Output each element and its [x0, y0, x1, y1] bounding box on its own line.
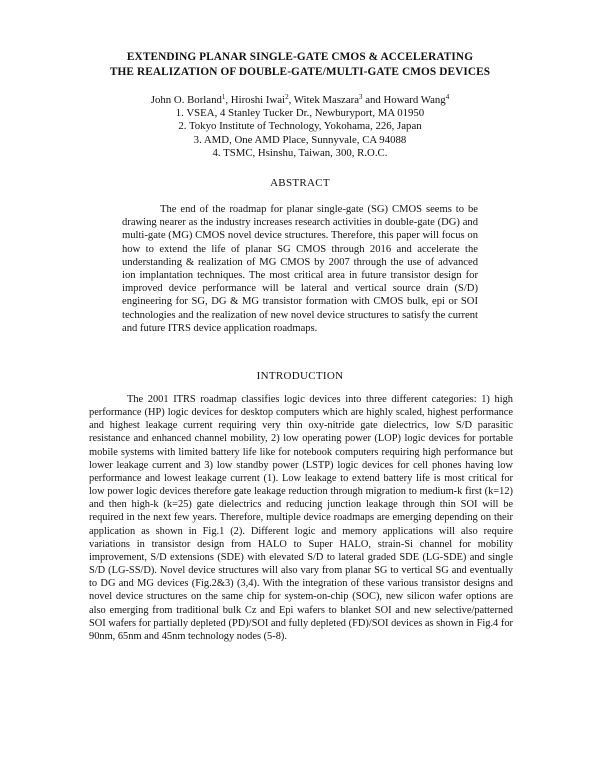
- affiliation-line: 2. Tokyo Institute of Technology, Yokohama, 226, Japan: [178, 120, 422, 133]
- affiliation-line: 1. VSEA, 4 Stanley Tucker Dr., Newburyport, MA 01950: [175, 107, 425, 119]
- introduction-heading: INTRODUCTION: [256, 370, 344, 382]
- author-affiliation-mark: 1: [221, 93, 226, 101]
- introduction-body: [89, 393, 513, 643]
- author-separator: ,: [225, 94, 231, 106]
- author-separator: ,: [288, 94, 294, 106]
- affiliation-line: 3. AMD, One AMD Place, Sunnyvale, CA 94088: [193, 133, 407, 146]
- author-affiliation-mark: 3: [359, 93, 363, 101]
- author-name: Howard Wang: [383, 94, 446, 106]
- author-affiliation-mark: 2: [285, 93, 289, 101]
- author-affiliation-mark: 4: [445, 93, 450, 101]
- author-name: Witek Maszara: [293, 94, 359, 106]
- author-separator: and: [362, 94, 384, 106]
- abstract-heading: ABSTRACT: [270, 177, 330, 189]
- introduction-paragraph: The 2001 ITRS roadmap classifies logic devices into three different categories: 1) high performance (HP) logic devices for desktop computers which are highly scaled, highest performance and highest leakage current requiring very thin oxy-nitride gate dielectrics, low S/D parasitic resistance and enhanced channel mobility, 2) low operating power (LOP) logic devices for portable mobile systems with limited battery life like for notebook computers requiring high performance but lower leakage current and 3) low standby power (LSTP) logic devices for cell phones having low performance and lowest leakage current (1). Low leakage to extend battery life is most critical for low power logic devices therefore gate leakage reduction through migration to medium-k first (k=12) and then high-k (k=25) gate dielectrics and reducing junction leakage through thin SOI will be required in the next few years. Therefore, multiple device roadmaps are emerging depending on their application as shown in Fig.1 (2). Different logic and memory applications will also require variations in transistor design from HALO to Super HALO, strain-Si channel for mobility improvement, S/D extensions (SDE) with elevated S/D to lateral graded SDE (LG-SDE) and single S/D (LG-SS/D). Novel device structures will also vary from planar SG to vertical SG and eventually to DG and MG devices (Fig.2&3) (3,4). With the integration of these various transistor designs and novel device structures on the same chip for system-on-chip (SOC), new silicon wafer options are also emerging from traditional bulk Cz and Epi wafers to blanket SOI and new selective/patterned SOI wafers for partially depleted (PD)/SOI and fully depleted (FD)/SOI devices as shown in Fig.4 for 90nm, 65nm and 45nm technology nodes (5-8).: [89, 394, 513, 642]
- title-line-1: EXTENDING PLANAR SINGLE-GATE CMOS & ACCELERATING: [126, 51, 474, 63]
- title-line-2: THE REALIZATION OF DOUBLE-GATE/MULTI-GATE CMOS DEVICES: [109, 66, 491, 78]
- author-line: [60, 94, 540, 107]
- affiliation-list: [60, 107, 540, 160]
- author-name: Hiroshi Iwai: [230, 94, 286, 106]
- affiliation-line: 4. TSMC, Hsinshu, Taiwan, 300, R.O.C.: [212, 146, 388, 159]
- paper-title: [60, 50, 540, 80]
- author-list: [60, 94, 540, 160]
- abstract-paragraph: The end of the roadmap for planar single-gate (SG) CMOS seems to be drawing nearer as the industry increases research activities in double-gate (DG) and multi-gate (MG) CMOS novel device structures. Therefore, this paper will focus on how to extend the life of planar SG CMOS through 2016 and accelerate the understanding & realization of MG CMOS by 2007 through the use of advanced ion implantation techniques. The most critical area in future transistor design for improved device performance will be lateral and vertical source drain (S/D) engineering for SG, DG & MG transistor formation with CMOS bulk, epi or SOI technologies and the realization of new novel device structures to satisfy the current and future ITRS device application roadmaps.: [122, 204, 478, 334]
- abstract-body: [122, 203, 478, 335]
- author-name: John O. Borland: [150, 94, 222, 106]
